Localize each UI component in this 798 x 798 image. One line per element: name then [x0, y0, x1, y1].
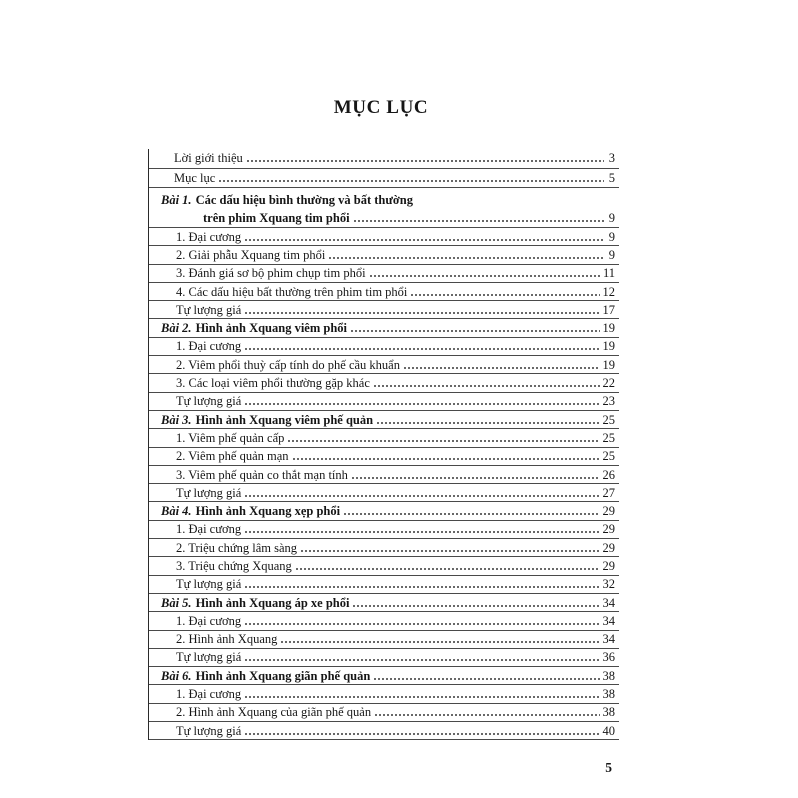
- toc-page-number: 29: [602, 504, 615, 519]
- dot-leader: [301, 550, 599, 552]
- dot-leader: [245, 733, 599, 735]
- toc-entry-label: 1. Đại cương: [176, 339, 242, 354]
- table-of-contents: [148, 149, 619, 740]
- toc-entry-label: Mục lục: [174, 170, 216, 185]
- dot-leader: [375, 714, 599, 716]
- dot-leader: [245, 239, 604, 241]
- toc-page-number: 38: [602, 705, 615, 720]
- toc-section-row: [149, 576, 619, 594]
- lesson-title: Hình ảnh Xquang viêm phế quản: [195, 412, 374, 427]
- dot-leader: [374, 678, 599, 680]
- toc-page-number: 9: [608, 247, 615, 262]
- toc-section-row: [149, 521, 619, 539]
- dot-leader: [245, 696, 599, 698]
- toc-page-number: 27: [602, 485, 615, 500]
- toc-page-number: 36: [602, 650, 615, 665]
- dot-leader: [245, 623, 599, 625]
- toc-section-row: [149, 649, 619, 667]
- toc-page-number: 22: [602, 376, 615, 391]
- dot-leader: [344, 513, 599, 515]
- toc-entry-label: 1. Đại cương: [176, 687, 242, 702]
- lesson-title-row: [149, 210, 619, 229]
- toc-section-row: [149, 704, 619, 722]
- toc-entry-label: Tự lượng giá: [176, 485, 242, 500]
- toc-page-number: 25: [602, 412, 615, 427]
- lesson-heading: [149, 594, 619, 612]
- toc-section-row: [149, 539, 619, 557]
- front-matter-row: [149, 149, 619, 169]
- dot-leader: [329, 257, 604, 259]
- dot-leader: [370, 275, 600, 277]
- toc-page-number: 34: [602, 632, 615, 647]
- toc-entry-label: Tự lượng giá: [176, 723, 242, 738]
- toc-entry-label: 2. Triệu chứng lâm sàng: [176, 540, 298, 555]
- dot-leader: [354, 220, 604, 222]
- page-number: 5: [605, 760, 612, 775]
- lesson-heading: [149, 188, 619, 228]
- dot-leader: [245, 348, 599, 350]
- toc-section-row: [149, 484, 619, 502]
- toc-page-number: 5: [608, 170, 615, 185]
- toc-section-row: [149, 301, 619, 319]
- toc-entry-label: 1. Đại cương: [176, 229, 242, 244]
- toc-page-number: 9: [608, 229, 615, 244]
- lesson-number: Bài 4.: [161, 504, 192, 519]
- toc-entry-label: 3. Triệu chứng Xquang: [176, 559, 292, 573]
- dot-leader: [411, 294, 599, 296]
- lesson-title: trên phim Xquang tim phổi: [203, 211, 350, 226]
- toc-section-row: [149, 246, 619, 264]
- toc-entry-label: 2. Hình ảnh Xquang: [176, 632, 278, 647]
- lesson-number: Bài 6.: [161, 668, 192, 683]
- toc-page-number: 32: [602, 577, 615, 592]
- dot-leader: [293, 458, 600, 460]
- toc-page-number: 12: [602, 284, 615, 299]
- toc-entry-label: 3. Viêm phế quản co thắt mạn tính: [176, 467, 348, 482]
- toc-section-row: [149, 557, 619, 575]
- toc-entry-label: 2. Hình ảnh Xquang của giãn phế quản: [176, 705, 372, 720]
- lesson-title-row: [149, 411, 619, 429]
- dot-leader: [296, 568, 600, 570]
- dot-leader: [281, 641, 599, 643]
- toc-page-number: 34: [602, 595, 615, 610]
- toc-page-number: 26: [602, 467, 615, 482]
- toc-entry-label: 2. Viêm phổi thuỳ cấp tính do phế cầu khuẩn: [176, 357, 400, 372]
- toc-page-number: 3: [608, 151, 615, 166]
- toc-page-number: 19: [602, 321, 615, 336]
- lesson-heading: [149, 502, 619, 520]
- toc-section-row: [149, 429, 619, 447]
- toc-entry-label: 3. Đánh giá sơ bộ phim chụp tim phổi: [176, 266, 366, 281]
- toc-section-row: [149, 466, 619, 484]
- dot-leader: [245, 586, 599, 588]
- toc-page-number: 38: [602, 687, 615, 702]
- dot-leader: [374, 385, 600, 387]
- toc-page-number: 19: [602, 357, 615, 372]
- lesson-number: Bài 1.: [161, 193, 192, 208]
- lesson-title-row: [149, 502, 619, 520]
- dot-leader: [245, 659, 599, 661]
- toc-entry-label: 3. Các loại viêm phổi thường gặp khác: [176, 376, 370, 391]
- toc-entry-label: 2. Viêm phế quản mạn: [176, 449, 289, 464]
- lesson-heading: [149, 319, 619, 337]
- lesson-title: Hình ảnh Xquang giãn phế quản: [195, 668, 371, 683]
- dot-leader: [404, 367, 600, 369]
- lesson-title-row: [149, 319, 619, 337]
- toc-page-number: 38: [602, 668, 615, 683]
- lesson-title-row: [149, 594, 619, 612]
- toc-page-number: 25: [602, 430, 615, 445]
- toc-section-row: [149, 283, 619, 301]
- lesson-title: Hình ảnh Xquang áp xe phổi: [195, 595, 350, 610]
- lesson-heading: [149, 411, 619, 429]
- toc-section-row: [149, 448, 619, 466]
- toc-entry-label: Tự lượng giá: [176, 577, 242, 592]
- toc-page-number: 29: [602, 559, 615, 573]
- front-matter-row: [149, 169, 619, 189]
- toc-section-row: [149, 356, 619, 374]
- toc-section-row: [149, 685, 619, 703]
- lesson-title: Hình ảnh Xquang viêm phổi: [195, 321, 348, 336]
- toc-page-number: 34: [602, 613, 615, 628]
- toc-entry-label: 1. Đại cương: [176, 522, 242, 537]
- toc-page-number: 40: [602, 723, 615, 738]
- lesson-title: Hình ảnh Xquang xẹp phổi: [195, 504, 341, 519]
- toc-entry-label: Tự lượng giá: [176, 650, 242, 665]
- toc-page-number: 29: [602, 540, 615, 555]
- dot-leader: [288, 440, 599, 442]
- dot-leader: [352, 477, 600, 479]
- toc-section-row: [149, 612, 619, 630]
- toc-entry-label: 1. Đại cương: [176, 613, 242, 628]
- toc-entry-label: 1. Viêm phế quản cấp: [176, 430, 285, 445]
- toc-page-number: 17: [602, 302, 615, 317]
- lesson-title-row: [149, 191, 619, 210]
- toc-entry-label: 2. Giải phẫu Xquang tim phổi: [176, 247, 326, 262]
- lesson-heading: [149, 667, 619, 685]
- toc-section-row: [149, 265, 619, 283]
- dot-leader: [247, 160, 604, 162]
- toc-section-row: [149, 374, 619, 392]
- toc-entry-label: Tự lượng giá: [176, 302, 242, 317]
- toc-section-row: [149, 228, 619, 246]
- lesson-number: Bài 3.: [161, 412, 192, 427]
- dot-leader: [353, 605, 599, 607]
- toc-section-row: [149, 631, 619, 649]
- dot-leader: [219, 180, 604, 182]
- toc-page-number: 11: [602, 266, 615, 281]
- toc-page-number: 9: [608, 211, 615, 226]
- dot-leader: [245, 312, 599, 314]
- toc-section-row: [149, 393, 619, 411]
- toc-page-number: 29: [602, 522, 615, 537]
- toc-section-row: [149, 338, 619, 356]
- toc-entry-label: Tự lượng giá: [176, 394, 242, 409]
- toc-page-number: 23: [602, 394, 615, 409]
- dot-leader: [245, 531, 599, 533]
- lesson-number: Bài 5.: [161, 595, 192, 610]
- toc-page-number: 25: [602, 449, 615, 464]
- lesson-title-row: [149, 667, 619, 685]
- dot-leader: [245, 403, 599, 405]
- lesson-number: Bài 2.: [161, 321, 192, 336]
- page-title: MỤC LỤC: [333, 97, 429, 118]
- toc-section-row: [149, 722, 619, 740]
- dot-leader: [245, 495, 599, 497]
- lesson-title: Các dấu hiệu bình thường và bất thường: [195, 193, 414, 208]
- toc-entry-label: 4. Các dấu hiệu bất thường trên phim tim phổi: [176, 284, 408, 299]
- toc-page-number: 19: [602, 339, 615, 354]
- toc-entry-label: Lời giới thiệu: [174, 151, 243, 166]
- dot-leader: [351, 330, 599, 332]
- dot-leader: [377, 422, 599, 424]
